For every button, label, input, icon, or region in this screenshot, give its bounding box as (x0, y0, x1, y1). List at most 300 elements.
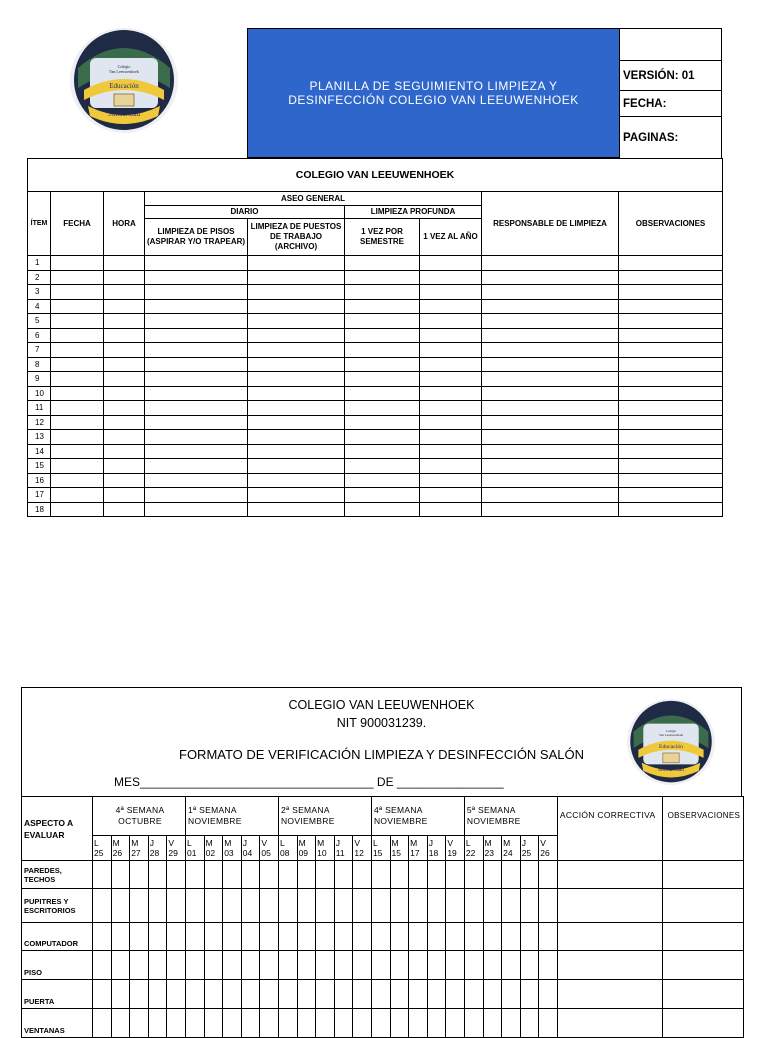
check-cell[interactable] (334, 951, 353, 980)
table-cell[interactable] (345, 430, 420, 445)
table-cell[interactable] (482, 314, 619, 329)
check-cell[interactable] (464, 980, 483, 1009)
check-cell[interactable] (130, 889, 149, 923)
check-cell[interactable] (334, 1009, 353, 1038)
table-cell[interactable] (420, 488, 482, 503)
check-cell[interactable] (148, 1009, 167, 1038)
table-cell[interactable] (104, 299, 145, 314)
table-cell[interactable] (248, 357, 345, 372)
check-cell[interactable] (371, 951, 390, 980)
table-cell[interactable] (51, 357, 104, 372)
table-cell[interactable] (145, 328, 248, 343)
table-cell[interactable] (51, 502, 104, 517)
check-cell[interactable] (464, 861, 483, 889)
check-cell[interactable] (223, 980, 242, 1009)
check-cell[interactable] (409, 923, 428, 951)
check-cell[interactable] (662, 889, 743, 923)
table-cell[interactable] (145, 314, 248, 329)
table-cell[interactable] (104, 328, 145, 343)
table-cell[interactable] (482, 372, 619, 387)
check-cell[interactable] (390, 980, 409, 1009)
check-cell[interactable] (520, 1009, 539, 1038)
table-cell[interactable] (345, 386, 420, 401)
table-cell[interactable] (51, 256, 104, 271)
table-cell[interactable] (104, 415, 145, 430)
check-cell[interactable] (316, 889, 335, 923)
check-cell[interactable] (297, 889, 316, 923)
check-cell[interactable] (427, 923, 446, 951)
check-cell[interactable] (539, 923, 558, 951)
check-cell[interactable] (539, 980, 558, 1009)
table-cell[interactable] (51, 328, 104, 343)
check-cell[interactable] (353, 980, 372, 1009)
check-cell[interactable] (334, 923, 353, 951)
check-cell[interactable] (111, 889, 130, 923)
check-cell[interactable] (520, 923, 539, 951)
table-cell[interactable] (248, 488, 345, 503)
table-cell[interactable] (482, 357, 619, 372)
table-cell[interactable] (482, 285, 619, 300)
check-cell[interactable] (483, 861, 502, 889)
table-cell[interactable] (248, 328, 345, 343)
table-cell[interactable] (482, 328, 619, 343)
table-cell[interactable] (345, 343, 420, 358)
table-cell[interactable] (248, 270, 345, 285)
table-cell[interactable] (51, 401, 104, 416)
check-cell[interactable] (483, 889, 502, 923)
table-cell[interactable] (145, 372, 248, 387)
check-cell[interactable] (93, 889, 112, 923)
table-cell[interactable] (248, 444, 345, 459)
table-cell[interactable] (51, 473, 104, 488)
table-cell[interactable] (345, 444, 420, 459)
check-cell[interactable] (204, 861, 223, 889)
check-cell[interactable] (297, 923, 316, 951)
check-cell[interactable] (409, 951, 428, 980)
table-cell[interactable] (145, 444, 248, 459)
table-cell[interactable] (345, 459, 420, 474)
table-cell[interactable] (420, 343, 482, 358)
check-cell[interactable] (539, 1009, 558, 1038)
table-cell[interactable] (51, 488, 104, 503)
table-cell[interactable] (104, 444, 145, 459)
check-cell[interactable] (167, 1009, 186, 1038)
check-cell[interactable] (241, 1009, 260, 1038)
fecha-cell[interactable]: FECHA: (620, 91, 722, 117)
check-cell[interactable] (464, 889, 483, 923)
check-cell[interactable] (278, 861, 297, 889)
table-cell[interactable] (145, 285, 248, 300)
check-cell[interactable] (93, 980, 112, 1009)
check-cell[interactable] (167, 889, 186, 923)
check-cell[interactable] (130, 951, 149, 980)
check-cell[interactable] (111, 980, 130, 1009)
table-cell[interactable] (51, 343, 104, 358)
check-cell[interactable] (148, 923, 167, 951)
check-cell[interactable] (278, 980, 297, 1009)
table-cell[interactable] (420, 415, 482, 430)
check-cell[interactable] (316, 1009, 335, 1038)
table-cell[interactable] (420, 328, 482, 343)
table-cell[interactable] (51, 372, 104, 387)
table-cell[interactable] (145, 270, 248, 285)
check-cell[interactable] (390, 861, 409, 889)
check-cell[interactable] (93, 1009, 112, 1038)
check-cell[interactable] (278, 951, 297, 980)
table-cell[interactable] (51, 285, 104, 300)
table-cell[interactable] (104, 502, 145, 517)
check-cell[interactable] (483, 1009, 502, 1038)
table-cell[interactable] (145, 401, 248, 416)
check-cell[interactable] (464, 1009, 483, 1038)
table-cell[interactable] (345, 314, 420, 329)
check-cell[interactable] (390, 889, 409, 923)
check-cell[interactable] (502, 861, 521, 889)
check-cell[interactable] (353, 1009, 372, 1038)
check-cell[interactable] (446, 861, 465, 889)
check-cell[interactable] (390, 923, 409, 951)
check-cell[interactable] (260, 861, 279, 889)
check-cell[interactable] (186, 861, 205, 889)
check-cell[interactable] (662, 980, 743, 1009)
table-cell[interactable] (104, 459, 145, 474)
check-cell[interactable] (297, 951, 316, 980)
check-cell[interactable] (260, 980, 279, 1009)
check-cell[interactable] (464, 923, 483, 951)
table-cell[interactable] (104, 256, 145, 271)
check-cell[interactable] (427, 980, 446, 1009)
table-cell[interactable] (145, 256, 248, 271)
table-cell[interactable] (248, 299, 345, 314)
table-cell[interactable] (104, 314, 145, 329)
table-cell[interactable] (248, 473, 345, 488)
table-cell[interactable] (104, 270, 145, 285)
table-cell[interactable] (51, 386, 104, 401)
table-cell[interactable] (145, 488, 248, 503)
check-cell[interactable] (260, 1009, 279, 1038)
table-cell[interactable] (482, 401, 619, 416)
check-cell[interactable] (223, 951, 242, 980)
table-cell[interactable] (145, 502, 248, 517)
table-cell[interactable] (104, 285, 145, 300)
check-cell[interactable] (204, 951, 223, 980)
check-cell[interactable] (662, 951, 743, 980)
table-cell[interactable] (104, 473, 145, 488)
check-cell[interactable] (186, 923, 205, 951)
check-cell[interactable] (167, 861, 186, 889)
table-cell[interactable] (619, 502, 723, 517)
table-cell[interactable] (248, 430, 345, 445)
check-cell[interactable] (260, 923, 279, 951)
table-cell[interactable] (619, 473, 723, 488)
check-cell[interactable] (371, 861, 390, 889)
table-cell[interactable] (482, 343, 619, 358)
table-cell[interactable] (619, 314, 723, 329)
table-cell[interactable] (619, 343, 723, 358)
table-cell[interactable] (345, 415, 420, 430)
table-cell[interactable] (420, 357, 482, 372)
table-cell[interactable] (345, 372, 420, 387)
check-cell[interactable] (520, 889, 539, 923)
mes-line[interactable]: MES___________________________________ DE ________________ (114, 775, 504, 789)
check-cell[interactable] (446, 923, 465, 951)
check-cell[interactable] (223, 889, 242, 923)
check-cell[interactable] (186, 980, 205, 1009)
check-cell[interactable] (409, 889, 428, 923)
check-cell[interactable] (353, 861, 372, 889)
check-cell[interactable] (371, 980, 390, 1009)
check-cell[interactable] (502, 923, 521, 951)
table-cell[interactable] (619, 430, 723, 445)
table-cell[interactable] (248, 372, 345, 387)
table-cell[interactable] (51, 444, 104, 459)
check-cell[interactable] (520, 861, 539, 889)
check-cell[interactable] (111, 951, 130, 980)
check-cell[interactable] (557, 889, 662, 923)
table-cell[interactable] (104, 430, 145, 445)
table-cell[interactable] (248, 343, 345, 358)
check-cell[interactable] (557, 861, 662, 889)
table-cell[interactable] (482, 473, 619, 488)
check-cell[interactable] (241, 980, 260, 1009)
table-cell[interactable] (619, 357, 723, 372)
check-cell[interactable] (539, 861, 558, 889)
check-cell[interactable] (427, 889, 446, 923)
table-cell[interactable] (345, 473, 420, 488)
check-cell[interactable] (483, 923, 502, 951)
table-cell[interactable] (104, 386, 145, 401)
check-cell[interactable] (93, 951, 112, 980)
check-cell[interactable] (371, 1009, 390, 1038)
table-cell[interactable] (104, 372, 145, 387)
table-cell[interactable] (420, 285, 482, 300)
table-cell[interactable] (619, 299, 723, 314)
check-cell[interactable] (130, 980, 149, 1009)
table-cell[interactable] (345, 401, 420, 416)
check-cell[interactable] (316, 923, 335, 951)
table-cell[interactable] (104, 343, 145, 358)
table-cell[interactable] (51, 299, 104, 314)
table-cell[interactable] (145, 357, 248, 372)
check-cell[interactable] (278, 923, 297, 951)
table-cell[interactable] (420, 299, 482, 314)
table-cell[interactable] (51, 459, 104, 474)
check-cell[interactable] (111, 861, 130, 889)
check-cell[interactable] (223, 923, 242, 951)
table-cell[interactable] (345, 502, 420, 517)
check-cell[interactable] (130, 923, 149, 951)
check-cell[interactable] (557, 923, 662, 951)
check-cell[interactable] (260, 951, 279, 980)
check-cell[interactable] (241, 951, 260, 980)
table-cell[interactable] (619, 328, 723, 343)
check-cell[interactable] (557, 1009, 662, 1038)
table-cell[interactable] (482, 299, 619, 314)
table-cell[interactable] (345, 270, 420, 285)
check-cell[interactable] (278, 1009, 297, 1038)
check-cell[interactable] (204, 1009, 223, 1038)
table-cell[interactable] (345, 256, 420, 271)
table-cell[interactable] (482, 444, 619, 459)
check-cell[interactable] (148, 951, 167, 980)
table-cell[interactable] (345, 299, 420, 314)
check-cell[interactable] (167, 951, 186, 980)
check-cell[interactable] (662, 923, 743, 951)
check-cell[interactable] (93, 923, 112, 951)
check-cell[interactable] (427, 951, 446, 980)
check-cell[interactable] (409, 980, 428, 1009)
table-cell[interactable] (104, 488, 145, 503)
table-cell[interactable] (145, 459, 248, 474)
check-cell[interactable] (186, 889, 205, 923)
check-cell[interactable] (167, 923, 186, 951)
check-cell[interactable] (539, 951, 558, 980)
table-cell[interactable] (345, 357, 420, 372)
check-cell[interactable] (446, 980, 465, 1009)
table-cell[interactable] (482, 256, 619, 271)
check-cell[interactable] (316, 951, 335, 980)
table-cell[interactable] (420, 444, 482, 459)
check-cell[interactable] (241, 861, 260, 889)
check-cell[interactable] (334, 980, 353, 1009)
check-cell[interactable] (390, 951, 409, 980)
check-cell[interactable] (371, 923, 390, 951)
check-cell[interactable] (446, 1009, 465, 1038)
table-cell[interactable] (619, 444, 723, 459)
check-cell[interactable] (148, 980, 167, 1009)
table-cell[interactable] (420, 314, 482, 329)
table-cell[interactable] (104, 357, 145, 372)
check-cell[interactable] (130, 861, 149, 889)
table-cell[interactable] (51, 430, 104, 445)
check-cell[interactable] (204, 923, 223, 951)
table-cell[interactable] (619, 415, 723, 430)
check-cell[interactable] (502, 1009, 521, 1038)
check-cell[interactable] (557, 980, 662, 1009)
table-cell[interactable] (420, 459, 482, 474)
check-cell[interactable] (353, 951, 372, 980)
table-cell[interactable] (619, 401, 723, 416)
table-cell[interactable] (619, 459, 723, 474)
check-cell[interactable] (539, 889, 558, 923)
paginas-cell[interactable]: PAGINAS: (620, 117, 722, 159)
check-cell[interactable] (334, 861, 353, 889)
table-cell[interactable] (248, 285, 345, 300)
check-cell[interactable] (130, 1009, 149, 1038)
check-cell[interactable] (186, 1009, 205, 1038)
table-cell[interactable] (420, 473, 482, 488)
check-cell[interactable] (483, 951, 502, 980)
check-cell[interactable] (390, 1009, 409, 1038)
table-cell[interactable] (248, 256, 345, 271)
table-cell[interactable] (420, 386, 482, 401)
check-cell[interactable] (111, 923, 130, 951)
check-cell[interactable] (278, 889, 297, 923)
table-cell[interactable] (345, 488, 420, 503)
table-cell[interactable] (248, 502, 345, 517)
table-cell[interactable] (420, 372, 482, 387)
check-cell[interactable] (316, 861, 335, 889)
table-cell[interactable] (482, 488, 619, 503)
table-cell[interactable] (482, 502, 619, 517)
table-cell[interactable] (145, 473, 248, 488)
check-cell[interactable] (427, 861, 446, 889)
table-cell[interactable] (145, 343, 248, 358)
check-cell[interactable] (334, 889, 353, 923)
check-cell[interactable] (557, 951, 662, 980)
check-cell[interactable] (223, 861, 242, 889)
table-cell[interactable] (482, 270, 619, 285)
table-cell[interactable] (145, 430, 248, 445)
check-cell[interactable] (241, 923, 260, 951)
table-cell[interactable] (420, 430, 482, 445)
check-cell[interactable] (446, 951, 465, 980)
check-cell[interactable] (204, 980, 223, 1009)
check-cell[interactable] (502, 980, 521, 1009)
table-cell[interactable] (345, 328, 420, 343)
check-cell[interactable] (148, 861, 167, 889)
check-cell[interactable] (297, 1009, 316, 1038)
check-cell[interactable] (223, 1009, 242, 1038)
table-cell[interactable] (482, 459, 619, 474)
table-cell[interactable] (248, 314, 345, 329)
table-cell[interactable] (619, 270, 723, 285)
check-cell[interactable] (446, 889, 465, 923)
check-cell[interactable] (297, 980, 316, 1009)
check-cell[interactable] (409, 1009, 428, 1038)
check-cell[interactable] (464, 951, 483, 980)
table-cell[interactable] (345, 285, 420, 300)
check-cell[interactable] (502, 951, 521, 980)
check-cell[interactable] (93, 861, 112, 889)
check-cell[interactable] (427, 1009, 446, 1038)
check-cell[interactable] (316, 980, 335, 1009)
check-cell[interactable] (111, 1009, 130, 1038)
table-cell[interactable] (145, 386, 248, 401)
check-cell[interactable] (520, 951, 539, 980)
check-cell[interactable] (297, 861, 316, 889)
table-cell[interactable] (420, 502, 482, 517)
table-cell[interactable] (482, 386, 619, 401)
table-cell[interactable] (619, 256, 723, 271)
table-cell[interactable] (619, 488, 723, 503)
table-cell[interactable] (248, 386, 345, 401)
table-cell[interactable] (482, 415, 619, 430)
table-cell[interactable] (619, 386, 723, 401)
check-cell[interactable] (502, 889, 521, 923)
table-cell[interactable] (482, 430, 619, 445)
table-cell[interactable] (51, 314, 104, 329)
table-cell[interactable] (420, 401, 482, 416)
table-cell[interactable] (420, 256, 482, 271)
table-cell[interactable] (51, 270, 104, 285)
check-cell[interactable] (409, 861, 428, 889)
table-cell[interactable] (248, 459, 345, 474)
check-cell[interactable] (662, 1009, 743, 1038)
table-cell[interactable] (619, 372, 723, 387)
table-cell[interactable] (51, 415, 104, 430)
check-cell[interactable] (371, 889, 390, 923)
check-cell[interactable] (167, 980, 186, 1009)
table-cell[interactable] (619, 285, 723, 300)
check-cell[interactable] (186, 951, 205, 980)
table-cell[interactable] (145, 415, 248, 430)
check-cell[interactable] (483, 980, 502, 1009)
table-cell[interactable] (145, 299, 248, 314)
check-cell[interactable] (353, 923, 372, 951)
check-cell[interactable] (520, 980, 539, 1009)
check-cell[interactable] (204, 889, 223, 923)
